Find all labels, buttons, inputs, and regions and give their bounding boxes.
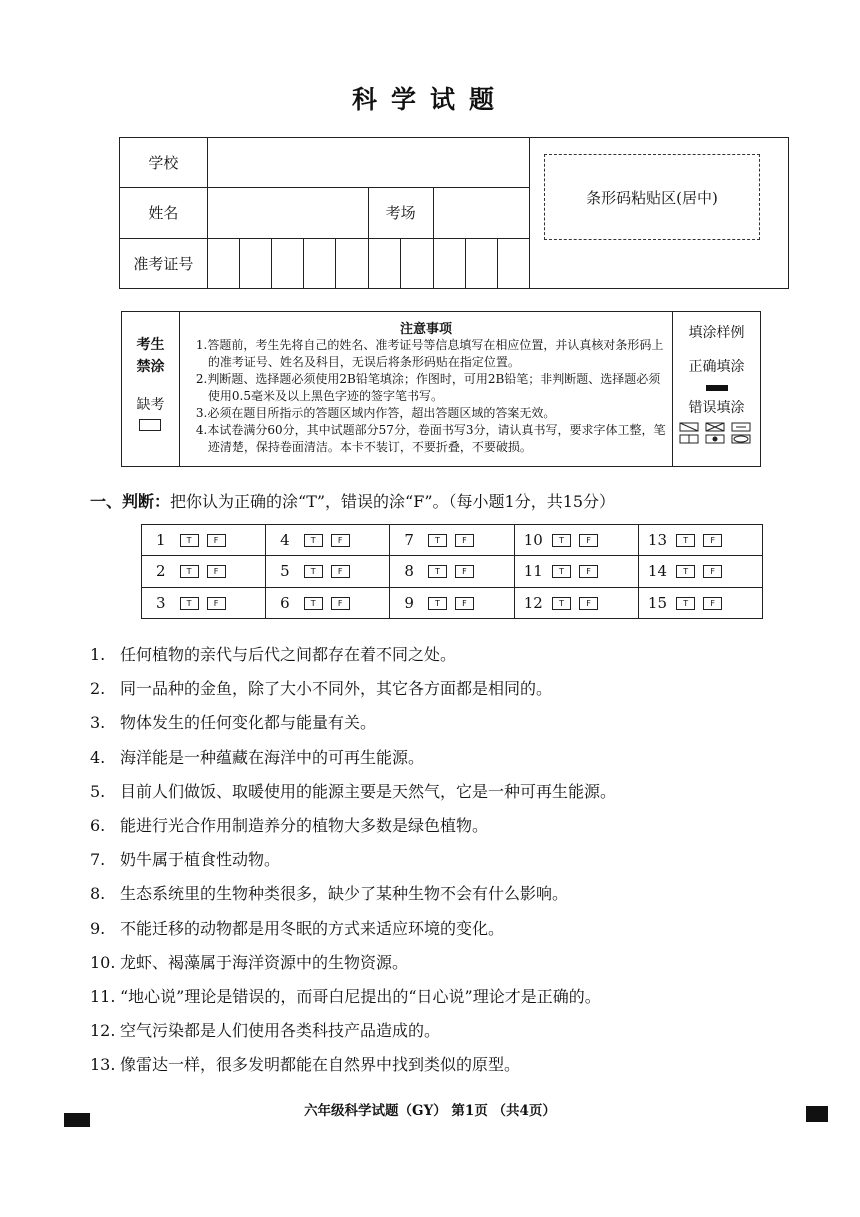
question-item: [90, 1018, 440, 1041]
answer-number: 11: [514, 556, 552, 587]
id-digit-cell[interactable]: [336, 238, 368, 288]
forbidden-title-2: 禁涂: [136, 359, 165, 375]
false-bubble[interactable]: F: [703, 565, 722, 578]
question-number: 5.: [90, 781, 106, 801]
answer-bubbles: [428, 556, 514, 587]
answer-number: 7: [390, 525, 428, 556]
answer-number: 1: [142, 525, 180, 556]
false-bubble[interactable]: F: [207, 597, 226, 610]
page-title: 科学试题: [351, 85, 508, 114]
name-field[interactable]: [207, 188, 368, 238]
false-bubble[interactable]: F: [331, 597, 350, 610]
question-number: 6.: [90, 816, 106, 835]
room-field[interactable]: [433, 188, 529, 238]
name-label: 姓名: [120, 188, 208, 238]
correct-label: 正确填涂: [688, 359, 745, 375]
question-number: 11.: [90, 987, 116, 1006]
question-text: 生态系统里的生物种类很多，缺少了某种生物不会有什么影响。: [120, 884, 569, 904]
question-item: [90, 916, 504, 939]
wrong-fill-samples: [673, 421, 760, 445]
true-bubble[interactable]: T: [552, 534, 571, 547]
id-digit-cell[interactable]: [272, 238, 304, 288]
wrong-fill-icon: [678, 421, 756, 445]
false-bubble[interactable]: F: [331, 534, 350, 547]
false-bubble[interactable]: F: [579, 597, 598, 610]
question-item: [90, 881, 568, 904]
section-1-instruction: 把你认为正确的涂“T”，错误的涂“F”。（每小题1分，共15分）: [170, 492, 616, 511]
barcode-area: 条形码粘贴区(居中): [544, 154, 760, 240]
wrong-label: 错误填涂: [688, 400, 745, 416]
fill-sample-area: [673, 312, 761, 467]
absent-label: 缺考: [136, 397, 165, 413]
answer-bubbles: [180, 587, 266, 618]
notice-content: [179, 312, 672, 467]
true-bubble[interactable]: T: [428, 534, 447, 547]
answer-bubbles: [428, 587, 514, 618]
question-number: 8.: [90, 884, 106, 904]
question-text: 目前人们做饭、取暖使用的能源主要是天然气，它是一种可再生能源。: [120, 781, 617, 801]
notice-item: 3.必须在题目所指示的答题区域内作答，超出答题区域的答案无效。: [195, 406, 556, 420]
answer-number: 4: [266, 525, 304, 556]
id-digit-cell[interactable]: [239, 238, 271, 288]
forbidden-area: [122, 312, 180, 467]
id-digit-cell[interactable]: [368, 238, 401, 288]
answer-number: 10: [514, 525, 552, 556]
notice-table: [121, 311, 761, 467]
answer-bubbles: [676, 587, 762, 618]
alignment-mark-left: [64, 1113, 90, 1127]
section-1-label: 一、判断：: [90, 492, 171, 511]
true-bubble[interactable]: T: [552, 565, 571, 578]
question-item: [90, 745, 424, 768]
true-bubble[interactable]: T: [428, 565, 447, 578]
id-digit-cell[interactable]: [304, 238, 336, 288]
question-item: [90, 984, 601, 1007]
answer-bubbles: [676, 525, 762, 556]
true-bubble[interactable]: T: [552, 597, 571, 610]
question-item: [90, 847, 280, 870]
true-bubble[interactable]: T: [428, 597, 447, 610]
question-item: [90, 642, 456, 665]
answer-bubbles: [180, 556, 266, 587]
false-bubble[interactable]: F: [703, 597, 722, 610]
question-item: [90, 813, 488, 836]
forbidden-title-1: 考生: [136, 337, 165, 353]
answer-number: 3: [142, 587, 180, 618]
answer-bubbles: [552, 525, 638, 556]
id-digit-cell[interactable]: [433, 238, 465, 288]
true-bubble[interactable]: T: [304, 565, 323, 578]
answer-grid-row: [142, 556, 763, 587]
false-bubble[interactable]: F: [455, 565, 474, 578]
answer-bubbles: [428, 525, 514, 556]
false-bubble[interactable]: F: [331, 565, 350, 578]
question-item: [90, 676, 552, 699]
id-digit-cell[interactable]: [401, 238, 434, 288]
false-bubble[interactable]: F: [207, 534, 226, 547]
page-footer: 六年级科学试题（GY） 第1页 （共4页）: [304, 1103, 556, 1119]
false-bubble[interactable]: F: [455, 534, 474, 547]
absent-checkbox[interactable]: [139, 419, 161, 431]
question-text: 能进行光合作用制造养分的植物大多数是绿色植物。: [120, 816, 489, 835]
school-label: 学校: [120, 138, 208, 188]
question-number: 3.: [90, 713, 106, 733]
true-bubble[interactable]: T: [304, 597, 323, 610]
school-field[interactable]: [207, 138, 529, 188]
notice-item: 2.判断题、选择题必须使用2B铅笔填涂；作图时，可用2B铅笔；非判断题、选择题必须使用0.5毫米及以上黑色字迹的签字笔书写。: [195, 372, 661, 403]
question-text: 任何植物的亲代与后代之间都存在着不同之处。: [120, 645, 457, 664]
true-bubble[interactable]: T: [180, 597, 199, 610]
sample-title: 填涂样例: [688, 325, 745, 341]
question-number: 13.: [90, 1055, 116, 1075]
section-1-heading: [90, 489, 615, 512]
question-item: [90, 950, 408, 973]
answer-number: 12: [514, 587, 552, 618]
answer-bubbles: [304, 556, 390, 587]
question-text: 像雷达一样，很多发明都能在自然界中找到类似的原型。: [120, 1055, 521, 1075]
answer-number: 15: [638, 587, 676, 618]
true-bubble[interactable]: T: [180, 565, 199, 578]
false-bubble[interactable]: F: [207, 565, 226, 578]
false-bubble[interactable]: F: [579, 534, 598, 547]
true-bubble[interactable]: T: [180, 534, 199, 547]
answer-bubbles: [676, 556, 762, 587]
alignment-mark-right: [806, 1106, 828, 1122]
question-text: 奶牛属于植食性动物。: [120, 850, 281, 870]
answer-bubbles: [180, 525, 266, 556]
correct-fill-sample: [706, 385, 728, 391]
notice-item: 1.答题前，考生先将自己的姓名、准考证号等信息填写在相应位置，并认真核对条形码上的准考证号、姓名及科目，无误后将条形码贴在指定位置。: [195, 338, 664, 369]
false-bubble[interactable]: F: [579, 565, 598, 578]
answer-bubbles: [552, 587, 638, 618]
answer-number: 2: [142, 556, 180, 587]
question-text: 龙虾、褐藻属于海洋资源中的生物资源。: [120, 952, 409, 972]
question-item: [90, 779, 616, 802]
question-text: 空气污染都是人们使用各类科技产品造成的。: [120, 1021, 441, 1041]
answer-number: 9: [390, 587, 428, 618]
question-item: [90, 1052, 520, 1075]
true-bubble[interactable]: T: [676, 565, 695, 578]
notice-item: 4.本试卷满分60分，其中试题部分57分，卷面书写3分，请认真书写，要求字体工整，笔迹清楚，保持卷面清洁。本卡不装订，不要折叠，不要破损。: [195, 423, 666, 454]
answer-number: 14: [638, 556, 676, 587]
question-number: 12.: [90, 1021, 116, 1041]
question-text: 物体发生的任何变化都与能量有关。: [120, 713, 377, 733]
question-text: 不能迁移的动物都是用冬眠的方式来适应环境的变化。: [120, 918, 505, 938]
answer-grid: [141, 524, 763, 619]
question-number: 7.: [90, 850, 106, 870]
false-bubble[interactable]: F: [455, 597, 474, 610]
answer-grid-row: [142, 525, 763, 556]
question-text: 同一品种的金鱼，除了大小不同外，其它各方面都是相同的。: [120, 679, 553, 699]
answer-bubbles: [304, 587, 390, 618]
answer-grid-row: [142, 587, 763, 618]
answer-bubbles: [552, 556, 638, 587]
id-label: 准考证号: [120, 238, 208, 288]
question-number: 1.: [90, 645, 106, 664]
answer-bubbles: [304, 525, 390, 556]
notice-heading: 注意事项: [399, 322, 452, 337]
id-digit-cell[interactable]: [207, 238, 239, 288]
question-number: 4.: [90, 747, 106, 767]
true-bubble[interactable]: T: [676, 597, 695, 610]
room-label: 考场: [368, 188, 433, 238]
question-text: “地心说”理论是错误的，而哥白尼提出的“日心说”理论才是正确的。: [120, 987, 601, 1006]
true-bubble[interactable]: T: [304, 534, 323, 547]
question-text: 海洋能是一种蕴藏在海洋中的可再生能源。: [120, 747, 425, 767]
true-bubble[interactable]: T: [676, 534, 695, 547]
id-digit-cell[interactable]: [465, 238, 497, 288]
question-number: 9.: [90, 918, 106, 938]
question-number: 2.: [90, 679, 106, 699]
question-number: 10.: [90, 952, 116, 972]
answer-number: 8: [390, 556, 428, 587]
false-bubble[interactable]: F: [703, 534, 722, 547]
answer-number: 6: [266, 587, 304, 618]
answer-number: 13: [638, 525, 676, 556]
answer-number: 5: [266, 556, 304, 587]
question-item: [90, 710, 376, 733]
